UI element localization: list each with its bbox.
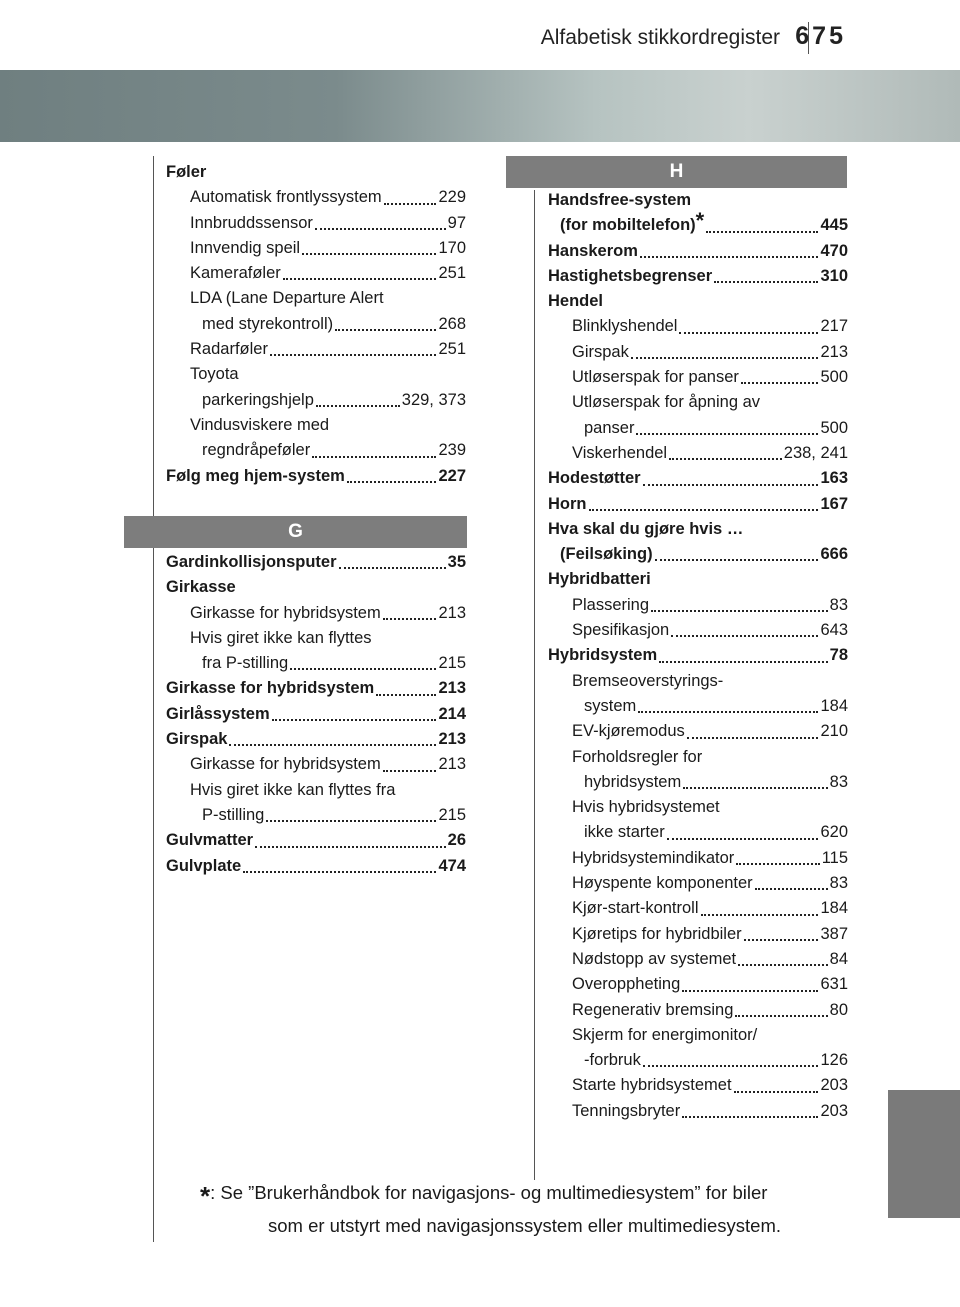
index-entry [166,438,466,463]
entry-label: Hva skal du gjøre hvis … [548,519,744,538]
entry-label: Innbruddssensor [190,213,313,232]
entry-label: Overoppheting [572,975,681,994]
index-entry [548,517,848,542]
footnote-marker: * [695,207,705,233]
entry-label: Hybridbatteri [548,570,651,589]
entry-label: Girspak [572,342,629,361]
index-entry [548,390,848,415]
entry-label: Girkasse for hybridsystem [166,679,375,698]
index-entry [166,160,466,185]
entry-label: regndråpeføler [202,441,311,460]
entry-page-number: 251 [438,264,466,283]
entry-page-number: 126 [820,1051,848,1070]
entry-page-number: 83 [829,874,848,893]
entry-page-number: 83 [829,772,848,791]
entry-label: Radarføler [190,340,268,359]
entry-label: Tenningsbryter [572,1101,681,1120]
entry-label: -forbruk [584,1051,641,1070]
entry-label: Gulvplate [166,856,242,875]
entry-label: Føler [166,163,207,181]
entry-page-number: 310 [820,266,848,285]
index-entry [548,719,848,744]
dot-leader [667,838,819,840]
entry-label: system [584,696,637,715]
index-entry [548,567,848,592]
index-entry [166,727,466,752]
entry-label: fra P-stilling [202,654,289,673]
dot-leader [655,559,819,561]
entry-label: Kjøretips for hybridbiler [572,924,742,943]
dot-leader [669,458,782,460]
entry-label: Blinklyshendel [572,317,678,336]
dot-leader [643,484,819,486]
index-entry [548,365,848,390]
index-entry [166,413,466,438]
entry-label: Følg meg hjem-system [166,466,345,485]
entry-label: Kameraføler [190,264,281,283]
dot-leader [682,990,818,992]
index-entry [548,871,848,896]
section-heading-g: G [124,516,467,548]
entry-label: ikke starter [584,823,665,842]
entry-page-number: 620 [820,823,848,842]
header-banner [0,70,960,142]
index-entry [548,1099,848,1124]
index-entry [548,492,848,517]
dot-leader [679,332,818,334]
middle-column-rule [534,190,535,1180]
entry-label: Handsfree-system [548,191,692,209]
section-heading-h: H [506,156,847,188]
index-entry [548,669,848,694]
index-entry [166,286,466,311]
entry-page-number: 329, 373 [401,390,466,409]
index-entry [166,464,466,489]
dot-leader [734,1091,819,1093]
dot-leader [312,456,436,458]
dot-leader [714,281,818,283]
index-entry [166,211,466,236]
entry-label: Hvis hybridsystemet [572,798,720,817]
chapter-side-tab [888,1090,960,1218]
dot-leader [316,405,400,407]
entry-page-number: 229 [438,188,466,207]
entry-page-number: 643 [820,621,848,640]
entry-label: hybridsystem [584,772,682,791]
dot-leader [659,661,828,663]
entry-page-number: 184 [820,899,848,918]
entry-label: LDA (Lane Departure Alert [190,289,384,308]
entry-page-number: 238, 241 [783,443,848,462]
entry-page-number: 213 [438,755,466,774]
entry-label: Gulvmatter [166,831,254,850]
index-entry [548,340,848,365]
entry-label: Toyota [190,365,239,384]
dot-leader [738,964,827,966]
index-entry [548,694,848,719]
index-entry [548,846,848,871]
dot-leader [270,354,437,356]
entry-page-number: 35 [447,553,466,571]
entry-label: Hastighetsbegrenser [548,266,713,285]
entry-label: Utløserspak for åpning av [572,393,761,412]
entry-page-number: 80 [829,1000,848,1019]
entry-page-number: 631 [820,975,848,994]
index-entry [166,388,466,413]
index-entry [548,618,848,643]
dot-leader [643,1065,819,1067]
entry-label: Forholdsregler for [572,747,703,766]
dot-leader [687,737,819,739]
entry-page-number: 203 [820,1076,848,1095]
entry-page-number: 239 [438,441,466,460]
dot-leader [384,203,437,205]
entry-label: Bremseoverstyrings- [572,671,724,690]
entry-label: Hybridsystemindikator [572,848,735,867]
index-entry [166,803,466,828]
page-title: Alfabetisk stikkordregister [540,26,780,49]
entry-page-number: 115 [821,848,848,867]
dot-leader [283,278,437,280]
left-column-rule [153,156,154,1242]
entry-page-number: 268 [438,314,466,333]
footnote-star: * [200,1181,211,1211]
index-entry [548,795,848,820]
entry-label: Gardinkollisjonsputer [166,553,337,571]
dot-leader [755,888,828,890]
entry-label: Hybridsystem [548,646,658,665]
dot-leader [741,382,819,384]
entry-page-number: 470 [820,241,848,260]
entry-page-number: 83 [829,595,848,614]
index-entry [548,264,848,289]
index-entry [548,1023,848,1048]
index-entry [166,828,466,853]
entry-page-number: 387 [820,924,848,943]
dot-leader [339,567,446,569]
entry-page-number: 251 [438,340,466,359]
dot-leader [736,863,819,865]
footnote-line-2: som er utstyrt med navigasjonssystem eller multimediesystem. [268,1215,782,1236]
entry-label: Hodestøtter [548,469,641,488]
dot-leader [302,253,436,255]
dot-leader [347,481,437,483]
entry-page-number: 227 [438,466,466,485]
entry-label: parkeringshjelp [202,390,314,409]
entry-page-number: 26 [447,831,466,850]
index-list-f-continued [166,160,466,489]
index-entry [166,362,466,387]
index-entry [548,416,848,441]
index-entry [166,312,466,337]
dot-leader [243,871,436,873]
entry-label: Hanskerom [548,241,638,260]
dot-leader [636,433,818,435]
index-entry [166,236,466,261]
index-entry [166,854,466,879]
dot-leader [383,618,437,620]
entry-page-number: 500 [820,418,848,437]
entry-page-number: 84 [829,949,848,968]
page-number: 675 [795,22,846,50]
entry-label: Hvis giret ikke kan flyttes fra [190,780,396,799]
entry-page-number: 213 [438,679,466,698]
dot-leader [640,256,819,258]
entry-label: Girkasse for hybridsystem [190,755,381,774]
index-entry [548,289,848,314]
entry-label: Plassering [572,595,650,614]
entry-label: (for mobiltelefon)* [560,207,705,235]
dot-leader [671,635,818,637]
dot-leader [383,770,437,772]
index-entry [166,550,466,575]
footnote [200,1178,850,1240]
entry-label: Viskerhendel [572,443,668,462]
entry-page-number: 213 [438,603,466,622]
index-entry [548,441,848,466]
entry-page-number: 214 [438,704,466,723]
dot-leader [701,914,819,916]
entry-label: Utløserspak for panser [572,368,739,387]
entry-label: Høyspente komponenter [572,874,753,893]
entry-page-number: 203 [820,1101,848,1120]
index-list-h [548,188,848,1124]
index-entry [548,1048,848,1073]
entry-label: Girkasse for hybridsystem [190,603,381,622]
entry-label: EV-kjøremodus [572,722,685,741]
index-entry [166,185,466,210]
index-entry [548,972,848,997]
dot-leader [683,787,827,789]
dot-leader [744,939,819,941]
entry-page-number: 215 [438,805,466,824]
entry-label: Regenerativ bremsing [572,1000,734,1019]
index-entry [548,770,848,795]
entry-label: (Feilsøking) [560,545,653,564]
index-entry [548,820,848,845]
entry-page-number: 170 [438,238,466,257]
entry-page-number: 97 [447,213,466,232]
index-list-g [166,550,466,879]
index-entry [548,922,848,947]
dot-leader [376,694,436,696]
index-entry [166,676,466,701]
dot-leader [638,711,818,713]
dot-leader [631,357,819,359]
entry-label: med styrekontroll) [202,314,334,333]
entry-page-number: 163 [820,469,848,488]
index-entry [166,752,466,777]
page-header [0,0,960,60]
entry-label: Spesifikasjon [572,621,670,640]
index-entry [548,643,848,668]
index-entry [548,745,848,770]
entry-label: Innvendig speil [190,238,301,257]
index-entry [548,542,848,567]
entry-page-number: 78 [829,646,848,665]
dot-leader [266,820,436,822]
index-entry [548,998,848,1023]
index-entry [166,575,466,600]
entry-label: Skjerm for energimonitor/ [572,1025,758,1044]
entry-page-number: 500 [820,368,848,387]
entry-label: Girspak [166,730,228,749]
index-entry [166,626,466,651]
dot-leader [315,228,446,230]
index-entry [166,778,466,803]
entry-label: panser [584,418,635,437]
footnote-line-1: *: Se ”Brukerhåndbok for navigasjons- og multimediesystem” for biler [200,1181,768,1211]
entry-label: Horn [548,494,587,513]
dot-leader [706,231,818,233]
entry-label: P-stilling [202,805,265,824]
entry-label: Hvis giret ikke kan flyttes [190,628,372,647]
index-entry [548,1073,848,1098]
entry-label: Hendel [548,292,604,311]
entry-page-number: 213 [820,342,848,361]
dot-leader [290,668,436,670]
entry-page-number: 213 [438,730,466,749]
entry-page-number: 210 [820,722,848,741]
index-entry [166,337,466,362]
entry-label: Starte hybridsystemet [572,1076,732,1095]
index-entry [548,466,848,491]
index-entry [166,601,466,626]
entry-label: Kjør-start-kontroll [572,899,699,918]
dot-leader [229,744,436,746]
entry-page-number: 184 [820,696,848,715]
dot-leader [682,1116,818,1118]
entry-page-number: 167 [820,494,848,513]
index-entry [548,239,848,264]
dot-leader [589,509,819,511]
dot-leader [272,719,437,721]
index-entry [166,651,466,676]
index-entry [548,593,848,618]
index-entry [548,947,848,972]
entry-label: Girkasse [166,578,236,597]
dot-leader [335,329,436,331]
dot-leader [735,1015,827,1017]
index-entry [548,896,848,921]
entry-page-number: 666 [820,545,848,564]
entry-label: Girlåssystem [166,704,270,723]
index-entry [166,261,466,286]
entry-page-number: 215 [438,654,466,673]
entry-page-number: 217 [820,317,848,336]
dot-leader [255,846,446,848]
index-entry [548,314,848,339]
entry-page-number: 474 [438,856,466,875]
entry-label: Vindusviskere med [190,415,330,434]
entry-label: Automatisk frontlyssystem [190,188,382,207]
entry-label: Nødstopp av systemet [572,949,737,968]
entry-page-number: 445 [820,216,848,235]
index-entry [166,702,466,727]
index-entry [548,207,848,238]
dot-leader [651,610,828,612]
